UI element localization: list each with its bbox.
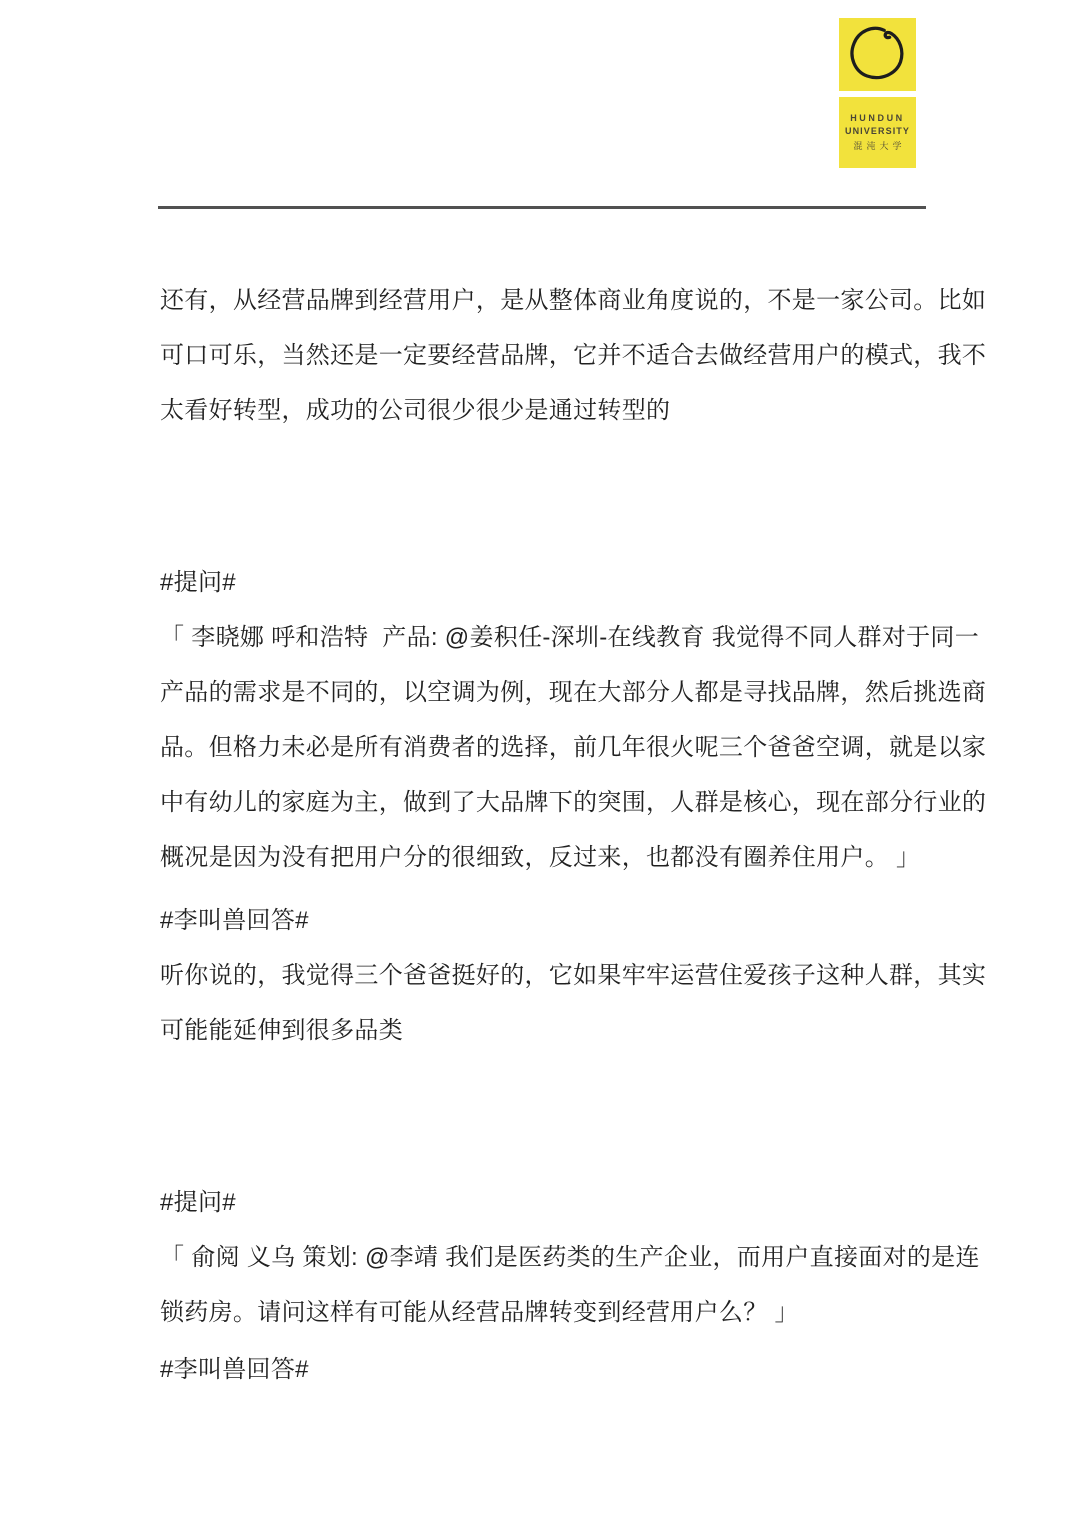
logo-name-cn: 混沌大学 — [853, 141, 906, 151]
question-label: #提问# — [160, 569, 236, 596]
header-divider — [158, 206, 926, 209]
answer-line: 可能能延伸到很多品类 — [160, 1017, 403, 1044]
logo-name-en-line2: UNIVERSITY — [844, 126, 910, 136]
hundun-university-logo — [839, 18, 916, 168]
answer-2-section — [160, 1342, 950, 1397]
logo-text-square — [839, 97, 916, 168]
logo-circle-square — [839, 18, 916, 91]
answer-line: 听你说的，我觉得三个爸爸挺好的，它如果牢牢运营住爱孩子这种人群，其实 — [160, 962, 987, 989]
question-line: 产品的需求是不同的，以空调为例，现在大部分人都是寻找品牌，然后挑选商 — [160, 679, 987, 706]
answer-1-section — [160, 893, 987, 1058]
question-label: #提问# — [160, 1189, 236, 1216]
answer-label: #李叫兽回答# — [160, 907, 309, 934]
question-line: 「 李晓娜 呼和浩特 产品: @姜积任-深圳-在线教育 我觉得不同人群对于同一 — [160, 624, 980, 651]
question-line: 锁药房。请问这样有可能从经营品牌转变到经营用户么？ 」 — [160, 1299, 799, 1326]
question-2-section — [160, 1175, 980, 1340]
question-1-section — [160, 555, 987, 885]
paragraph-line: 可口可乐，当然还是一定要经营品牌，它并不适合去做经营用户的模式，我不 — [160, 342, 987, 369]
answer-label: #李叫兽回答# — [160, 1356, 309, 1383]
intro-paragraph — [160, 273, 987, 438]
question-line: 品。但格力未必是所有消费者的选择，前几年很火呢三个爸爸空调，就是以家 — [160, 734, 987, 761]
question-line: 概况是因为没有把用户分的很细致，反过来，也都没有圈养住用户。 」 — [160, 844, 921, 871]
question-line: 「 俞阅 义乌 策划: @李靖 我们是医药类的生产企业，而用户直接面对的是连 — [160, 1244, 980, 1271]
paragraph-line: 还有，从经营品牌到经营用户，是从整体商业角度说的，不是一家公司。比如 — [160, 287, 987, 314]
question-line: 中有幼儿的家庭为主，做到了大品牌下的突围，人群是核心，现在部分行业的 — [160, 789, 987, 816]
paragraph-line: 太看好转型，成功的公司很少很少是通过转型的 — [160, 397, 671, 424]
logo-name-en-line1: HUNDUN — [850, 113, 905, 123]
enso-circle-icon — [847, 21, 909, 88]
